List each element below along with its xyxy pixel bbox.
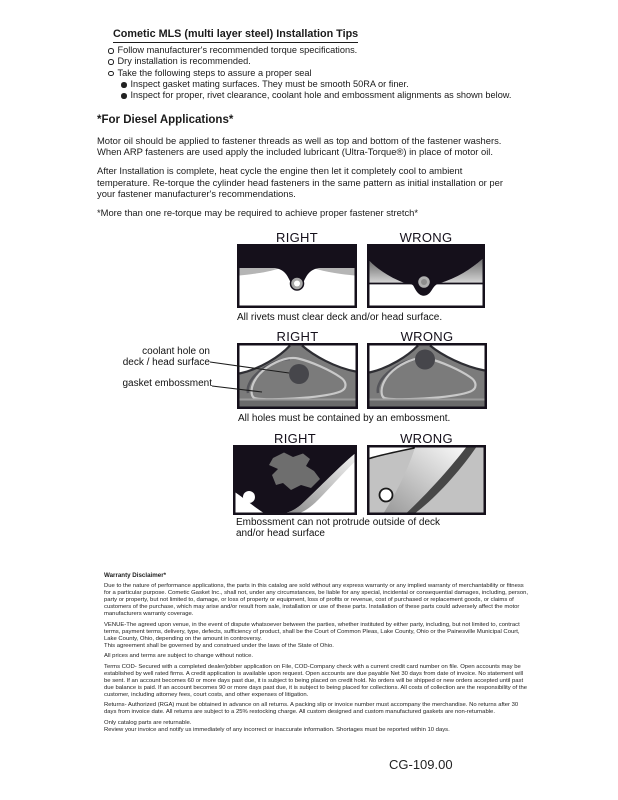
- wrong-label: WRONG: [400, 431, 453, 446]
- annotation-gasket-embossment-label: gasket embossment: [122, 378, 212, 389]
- diesel-paragraph: *More than one re-torque may be required to achieve proper fastener stretch*: [97, 207, 419, 219]
- tip-item: Dry installation is recommended.: [108, 56, 528, 67]
- embossment-protrusion-wrong-diagram: [367, 445, 486, 515]
- diesel-paragraph: Motor oil should be applied to fastener threads as well as top and bottom of the fastener washers. When ARP fasteners are used apply the included lubricant (Ultra-Torque®) in place of motor oil.: [97, 135, 502, 158]
- circle-bullet-icon: [108, 48, 114, 54]
- warranty-heading: Warranty Disclaimer*: [104, 572, 167, 579]
- embossment-containment-wrong-diagram: [367, 343, 487, 409]
- tip-item: Take the following steps to assure a proper seal: [108, 68, 528, 79]
- right-label: RIGHT: [276, 230, 318, 245]
- wrong-label: WRONG: [399, 230, 453, 245]
- page-number: CG-109.00: [389, 757, 453, 772]
- circle-bullet-icon: [108, 59, 114, 65]
- right-label: RIGHT: [276, 329, 319, 344]
- warranty-paragraph: All prices and terms are subject to change without notice.: [104, 653, 253, 659]
- wrong-label: WRONG: [400, 329, 454, 344]
- rivet-caption: All rivets must clear deck and/or head surface.: [237, 312, 443, 323]
- tip-sub-item: Inspect for proper, rivet clearance, coolant hole and embossment alignments as shown below.: [121, 90, 528, 101]
- tip-sub-item: Inspect gasket mating surfaces. They must be smooth 50RA or finer.: [121, 79, 528, 90]
- holes-caption: All holes must be contained by an embossment.: [238, 413, 451, 424]
- warranty-paragraph: This agreement shall be governed by and construed under the laws of the State of Ohio.: [104, 642, 334, 649]
- warranty-paragraph: Returns- Authorized (RGA) must be obtained in advance on all returns. A packing slip or invoice number must accompany the merchandise. No returns after 30 days from invoice date. All returns are subject to a 25% restocking charge. All custom designed and custom manufactured gaskets are non-returnable.: [104, 702, 519, 715]
- rivet-clearance-wrong-diagram: [367, 244, 485, 308]
- dot-bullet-icon: [121, 82, 127, 88]
- rivet-clearance-right-diagram: [237, 244, 357, 308]
- circle-bullet-icon: [108, 71, 114, 77]
- tip-item: Follow manufacturer's recommended torque specifications.: [108, 45, 528, 56]
- warranty-disclaimer: [104, 572, 529, 734]
- page-title: Cometic MLS (multi layer steel) Installation Tips: [113, 28, 358, 43]
- annotation-coolant-hole-label: coolant hole on deck / head surface: [122, 346, 210, 368]
- protrusion-caption: Embossment can not protrude outside of deck and/or head surface: [236, 517, 441, 539]
- warranty-paragraph: VENUE-The agreed upon venue, in the event of dispute whatsoever between the parties, whether instituted by either party, including, but not limited to, contract terms, payment terms, delivery, type, defects, sufficiency of product, shall be the Court of Common Pleas, Lake County, Ohio or the Painesville Municipal Court, Lake County, Ohio, depending on the amount in controversy.: [104, 621, 520, 642]
- installation-tips-list: [108, 45, 528, 101]
- warranty-paragraph: Review your invoice and notify us immediately of any incorrect or inaccurate information. Shortages must be reported within 10 days.: [104, 726, 450, 733]
- diesel-applications-section: [97, 114, 512, 218]
- warranty-paragraph: Due to the nature of performance applications, the parts in this catalog are sold without any express warranty or any implied warranty of merchantability or fitness for a particular purpose. Cometic Gasket Inc., shall not, under any circumstances, be liable for any special, incidental or consequential damages, including, person, party or property, but not limited to, damage, or loss of property or equipment, loss of profits or revenue, cost of purchased or replacement goods, or claims of customers of the purchase, which may arise and/or result from sale, installation or use of these parts. Installation of these parts could adversely affect the motor manufacturers warranty coverage.: [104, 583, 529, 617]
- diesel-paragraph: After Installation is complete, heat cycle the engine then let it completely cool to ambient temperature. Re-torque the cylinder head fasteners in the same pattern as initial installation or per your fastener manufacturer's recommendations.: [97, 165, 503, 199]
- warranty-paragraph: Terms COD- Secured with a completed dealer/jobber application on File, COD-Company check with a current credit card number on file. Open accounts may be established by well rated firms. A credit application is available upon request. Open accounts are due payable Net 30 days from date of invoice. No statement will be sent. If an account becomes 60 or more days past due, it is subject to being placed on credit hold. No orders will be shipped or new orders accepted until past due balance is paid. If an account becomes 90 or more days past due, it is subject to being placed for collections. All costs of collection are the responsibility of the customer, including attorney fees, court costs, and other expenses of litigation.: [104, 663, 528, 698]
- diesel-heading: *For Diesel Applications*: [97, 114, 234, 126]
- right-label: RIGHT: [274, 431, 316, 446]
- dot-bullet-icon: [121, 93, 127, 99]
- warranty-paragraph: Only catalog parts are returnable.: [104, 719, 192, 726]
- annotation-leader-lines: [205, 352, 305, 397]
- embossment-protrusion-right-diagram: [233, 445, 357, 515]
